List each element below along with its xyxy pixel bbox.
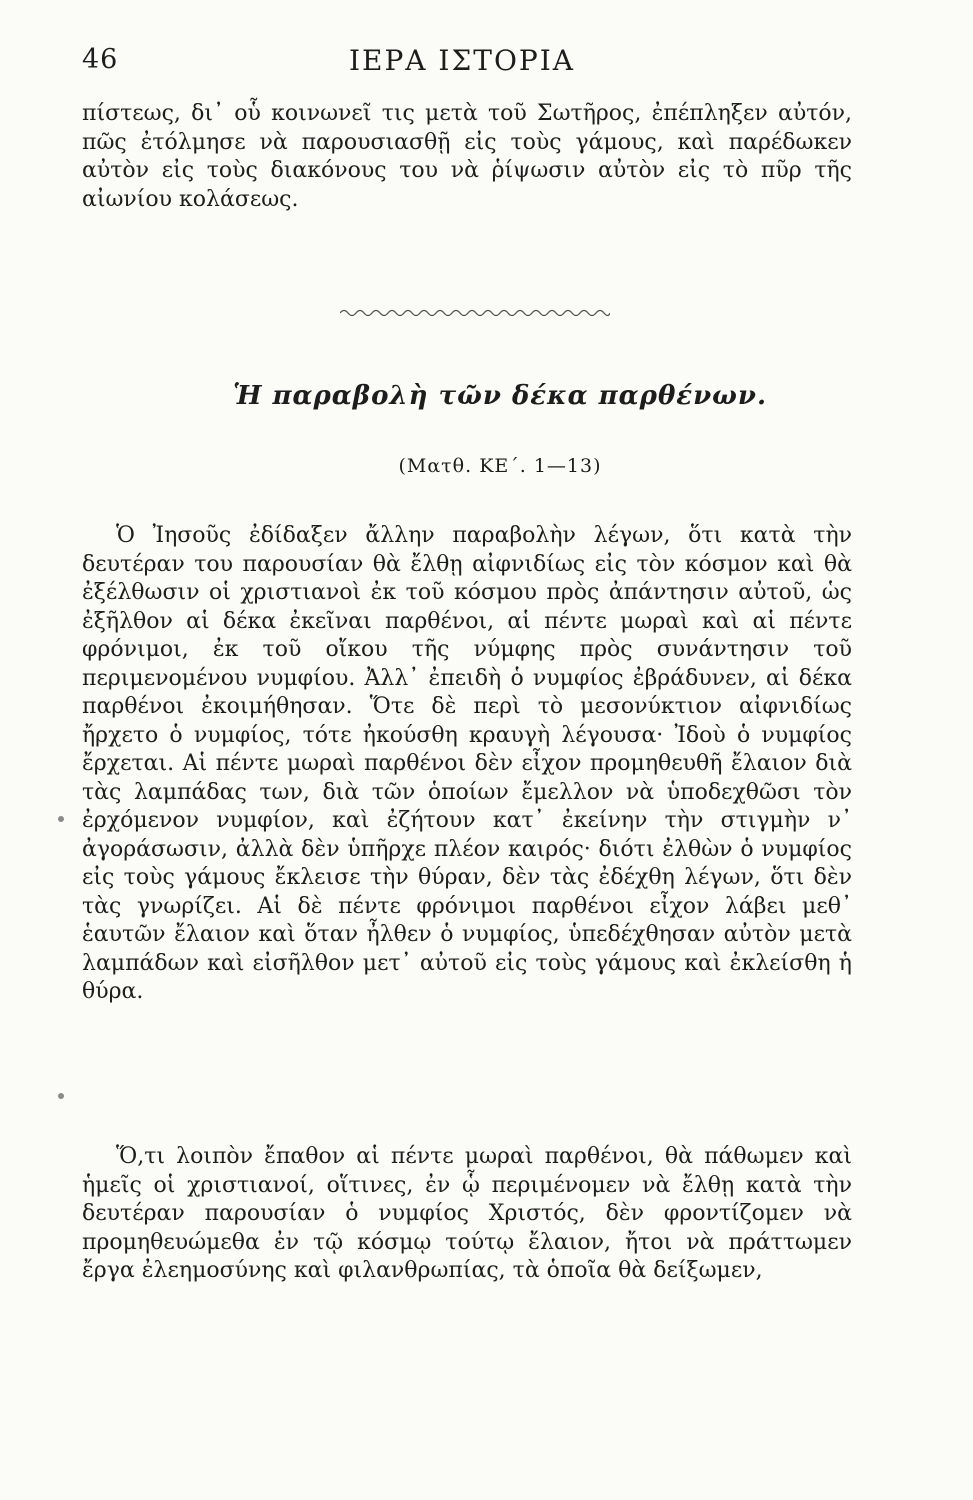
main-paragraph: Ὁ Ἰησοῦς ἐδίδαξεν ἄλλην παραβολὴν λέγων, ὅτι κατὰ τὴν δευτέραν του παρουσίαν θὰ ἔλθῃ αἰφνιδίως εἰς τὸν κόσμον καὶ θὰ ἐξέλθωσιν οἱ χριστιανοὶ ἐκ τοῦ κόσμου πρὸς ἀπάντησιν αὐτοῦ, ὡς ἐξῆλθον αἱ δέκα ἐκεῖναι παρθένοι, αἱ πέντε μωραὶ καὶ αἱ πέντε φρόνιμοι, ἐκ τοῦ οἴκου τῆς νύμφης πρὸς συνάντησιν τοῦ περιμενομένου νυμφίου. Ἀλλ᾽ ἐπειδὴ ὁ νυμφίος ἐβράδυνεν, αἱ δέκα παρθένοι ἐκοιμήθησαν. Ὅτε δὲ περὶ τὸ μεσονύκτιον αἰφνιδίως ἤρχετο ὁ νυμφίος, τότε ἠκούσθη κραυγὴ λέγουσα· Ἰδοὺ ὁ νυμφίος ἔρχεται. Αἱ πέντε μωραὶ παρθένοι δὲν εἶχον προμηθευθῆ ἔλαιον διὰ τὰς λαμπάδας των, διὰ τῶν ὁποίων ἔμελλον νὰ ὑποδεχθῶσι τὸν ἐρχόμενον νυμφίον, καὶ ἐζήτουν κατ᾽ ἐκείνην τὴν στιγμὴν ν᾽ ἀγοράσωσιν, ἀλλὰ δὲν ὑπῆρχε πλέον καιρός· διότι ἐλθὼν ὁ νυμφίος εἰς τοὺς γάμους ἔκλεισε τὴν θύραν, δὲν τὰς ἐδέχθη λέγων, ὅτι δὲν τὰς γνωρίζει. Αἱ δὲ πέντε φρόνιμοι παρθένοι εἶχον λάβει μεθ᾽ ἑαυτῶν ἔλαιον καὶ ὅταν ἦλθεν ὁ νυμφίος, ὑπεδέχθησαν αὐτὸν μετὰ λαμπάδων καὶ εἰσῆλθον μετ᾽ αὐτοῦ εἰς τοὺς γάμους καὶ ἐκλείσθη ἡ θύρα. [82, 523, 852, 1004]
wavy-divider [340, 306, 610, 320]
page-number: 46 [82, 44, 119, 75]
running-title: ΙΕΡΑ ΙΣΤΟΡΙΑ [348, 44, 576, 77]
last-paragraph: Ὅ,τι λοιπὸν ἔπαθον αἱ πέντε μωραὶ παρθένοι, θὰ πάθωμεν καὶ ἡμεῖς οἱ χριστιανοί, οἵτινες, ἐν ᾧ περιμένομεν νὰ ἔλθῃ κατὰ τὴν δευτέραν παρουσίαν ὁ νυμφίος Χριστός, δὲν φροντίζομεν νὰ προμηθευώμεθα ἐν τῷ κόσμῳ τούτῳ ἔλαιον, ἤτοι νὰ πράττωμεν ἔργα ἐλεημοσύνης καὶ φιλανθρωπίας, τὰ ὁποῖα θὰ δείξωμεν, [82, 1144, 852, 1283]
top-paragraph-block [82, 100, 852, 214]
last-paragraph-block [82, 1143, 852, 1286]
margin-speck [58, 1093, 64, 1099]
scripture-reference: (Ματθ. ΚΕ΄. 1—13) [398, 455, 602, 477]
top-paragraph: πίστεως, δι᾽ οὗ κοινωνεῖ τις μετὰ τοῦ Σωτῆρος, ἐπέπληξεν αὐτόν, πῶς ἐτόλμησε νὰ παρουσιασθῇ εἰς τοὺς γάμους, καὶ παρέδωκεν αὐτὸν εἰς τοὺς διακόνους του νὰ ῥίψωσιν αὐτὸν εἰς τὸ πῦρ τῆς αἰωνίου κολάσεως. [82, 101, 852, 212]
main-paragraph-block [82, 522, 852, 1007]
section-title: Ἡ παραβολὴ τῶν δέκα παρθένων. [232, 381, 768, 411]
page-header [82, 44, 842, 84]
margin-speck [58, 816, 64, 822]
